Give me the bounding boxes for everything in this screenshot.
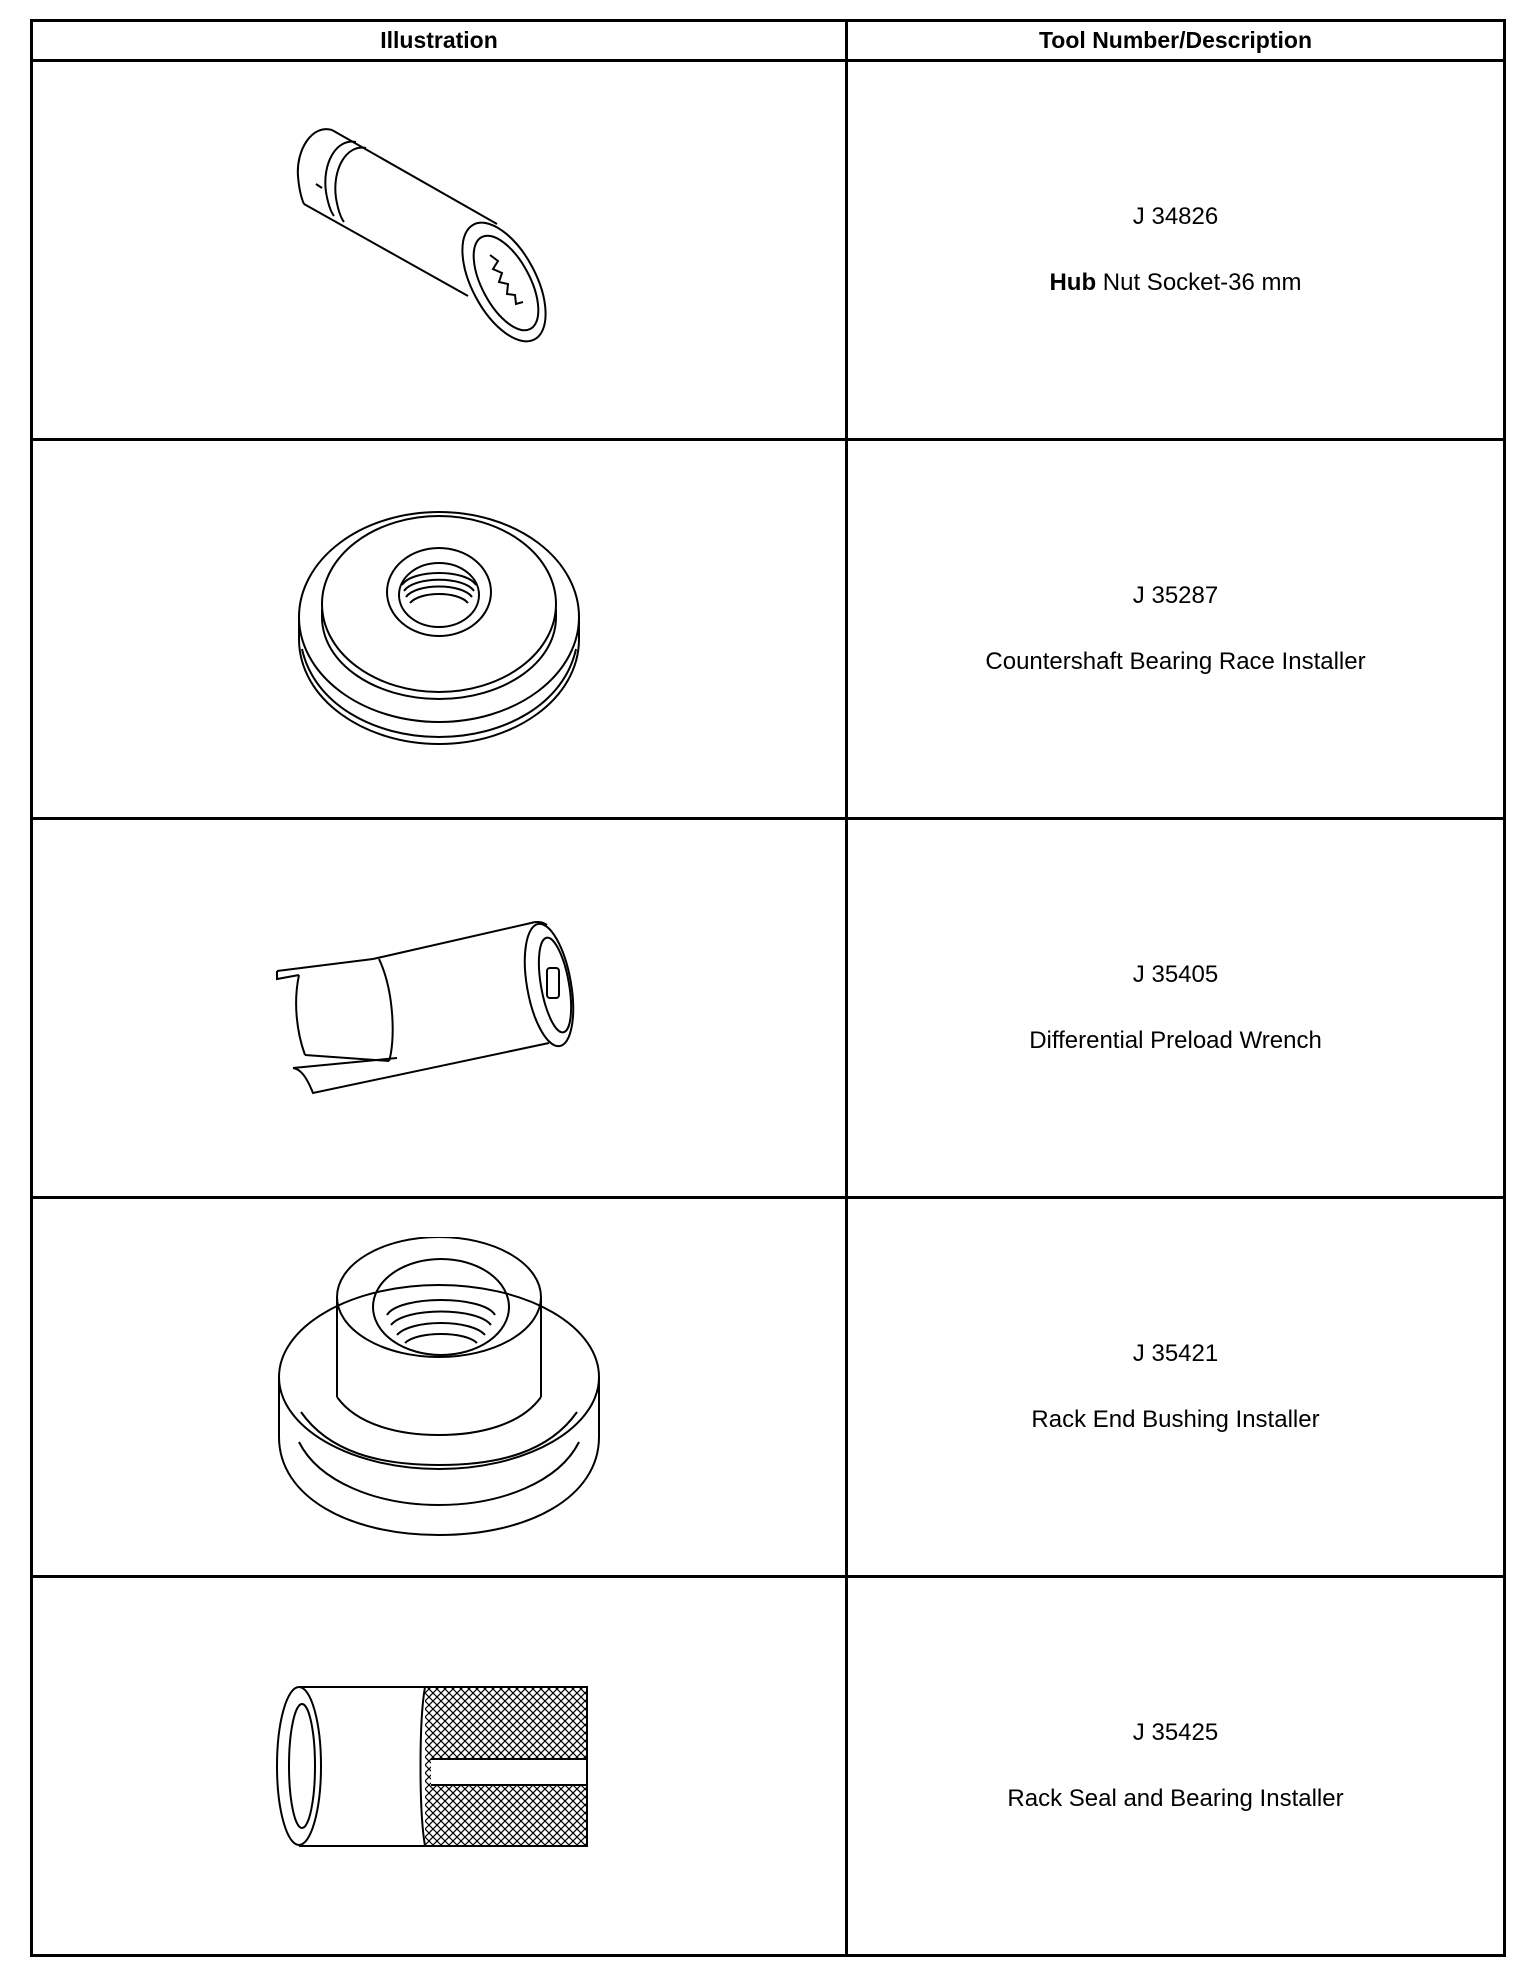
- preload-wrench-icon: [269, 893, 609, 1123]
- description-cell: [847, 819, 1505, 1198]
- table-row: [32, 61, 1505, 440]
- tool-name: [848, 1408, 1503, 1432]
- description-cell: [847, 61, 1505, 440]
- bushing-installer-icon: [269, 1237, 609, 1537]
- tool-number: J 35425: [1132, 1719, 1219, 1746]
- hub-nut-socket-icon: [274, 120, 604, 380]
- tool-name-text: Nut Socket-36 mm: [1096, 269, 1302, 296]
- header-row: [32, 21, 1505, 61]
- illustration-cell: [32, 819, 847, 1198]
- tool-name: [848, 1029, 1503, 1053]
- tool-number: J 34826: [1132, 203, 1219, 230]
- seal-bearing-installer-icon: [269, 1681, 609, 1851]
- tool-name: [848, 271, 1503, 295]
- tool-name: [848, 1787, 1503, 1811]
- illustration-cell: [32, 440, 847, 819]
- table-row: [32, 1198, 1505, 1577]
- tool-name: [848, 650, 1503, 674]
- tool-name-text: Rack Seal and Bearing Installer: [1007, 1785, 1344, 1812]
- special-tools-table: [30, 19, 1506, 1957]
- description-header: Tool Number/Description: [847, 21, 1505, 61]
- tool-number: J 35421: [1132, 1340, 1219, 1367]
- illustration-cell: [32, 61, 847, 440]
- table-row: [32, 440, 1505, 819]
- illustration-header: Illustration: [32, 21, 847, 61]
- table-row: [32, 819, 1505, 1198]
- tool-name-bold: Hub: [1049, 269, 1097, 296]
- description-cell: [847, 1198, 1505, 1577]
- tool-number: J 35405: [1132, 961, 1219, 988]
- bearing-race-installer-icon: [284, 499, 594, 759]
- description-cell: [847, 440, 1505, 819]
- illustration-cell: [32, 1198, 847, 1577]
- tool-name-text: Rack End Bushing Installer: [1031, 1406, 1320, 1433]
- illustration-cell: [32, 1577, 847, 1956]
- tool-number: J 35287: [1132, 582, 1219, 609]
- tool-name-text: Countershaft Bearing Race Installer: [985, 648, 1366, 675]
- tool-name-text: Differential Preload Wrench: [1029, 1027, 1322, 1054]
- table-row: [32, 1577, 1505, 1956]
- description-cell: [847, 1577, 1505, 1956]
